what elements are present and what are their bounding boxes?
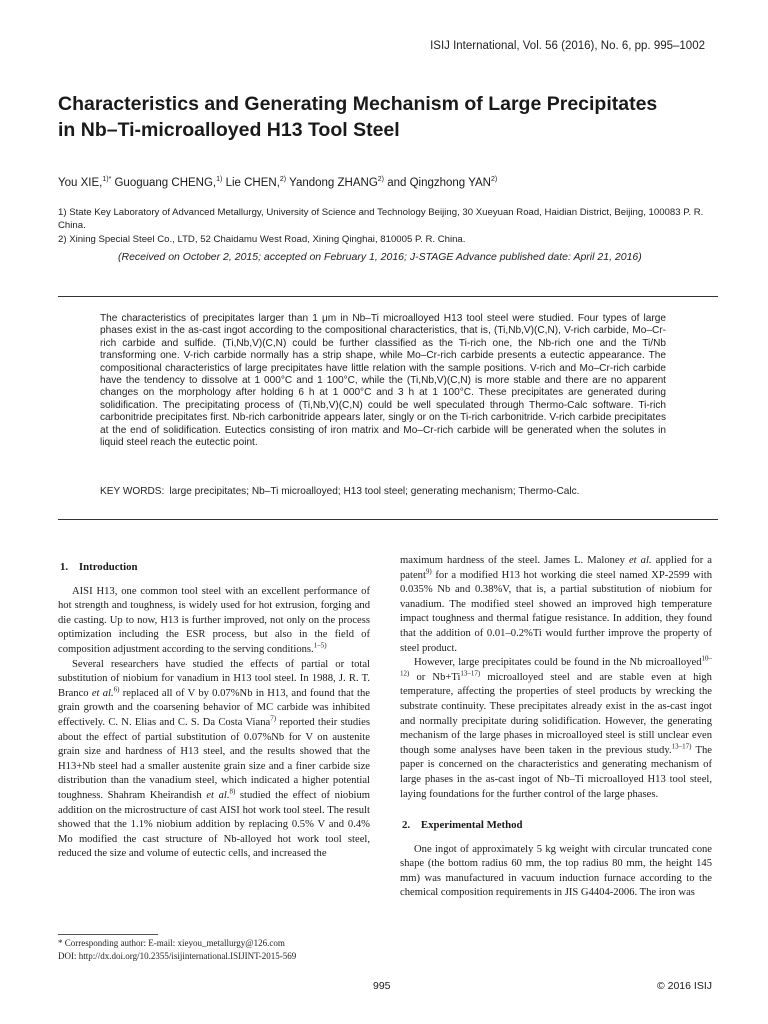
citation: 9) [425, 567, 432, 576]
author-list [58, 177, 497, 189]
section-heading-experimental-method: 2. Experimental Method [402, 819, 523, 832]
author-5-affiliation: 2) [490, 176, 498, 184]
paragraph [400, 843, 712, 901]
citation: 1–5) [313, 641, 327, 650]
author-4-affiliation: 2) [377, 176, 384, 184]
et-al: et al. [628, 555, 652, 566]
paragraph [400, 656, 712, 802]
footnotes [58, 937, 370, 963]
keywords: KEY WORDS: large precipitates; Nb–Ti microalloyed; H13 tool steel; generating mechanism; Thermo-Calc. [100, 486, 580, 497]
footnote-rule [58, 934, 158, 935]
paragraph-text: or Nb+Ti [409, 671, 461, 683]
abstract: The characteristics of precipitates larger than 1 μm in Nb–Ti microalloyed H13 tool steel were studied. Four types of large phases exist in the as-cast ingot according to the compositional characteristics, that is, (Ti,Nb,V)(C,N), V-rich carbide, Mo–Cr-rich carbide and sulfide. (Ti,Nb,V)(C,N) could be further classified as the Ti-rich one, the Nb-rich one and the Ti/Nb transforming one. V-rich carbide normally has a strip shape, while Mo–Cr-rich carbide presents a eutectic appearance. The compositional characteristics of large precipitates have little relation with the sample positions. V-rich and Mo–Cr-rich carbide have the tendency to dissolve at 1 000°C and 1 100°C, while the (Ti,Nb,V)(C,N) is more stable and there are no apparent changes on the morphology after holding 6 h at 1 000°C and 3 h at 1 100°C. These precipitates are generated during solidification. The precipitating process of (Ti,Nb,V)(C,N) could be well speculated through Thermo-Calc software. Ti-rich carbonitride precipitates first. Nb-rich carbonitride appears later, singly or on the Ti-rich carbonitride. V-rich carbide precipitates at the end of solidification. Eutectics consisting of iron matrix and Mo–Cr-rich carbide will be generated when the solutes in liquid steel reach the eutectic point. [100, 313, 666, 449]
paragraph-text: replaced all of V by 0.07%Nb in H13, and found that the grain growth and the coarsening behavior of MC carbide was inhibited effectively. C. N. Elias and C. S. Da Costa Viana [58, 687, 370, 728]
paragraph-text: reported their studies about the effect of partial substitution of 0.07%Nb for V on austenite grain size and hardness of H13 steel, and the results showed that the H13+Nb steel had a smaller austenite grain size and a finer carbide size distribution than the vanadium steel, which indicated a higher potential toughness. Shahram Kheirandish [58, 716, 370, 801]
copyright: © 2016 ISIJ [656, 980, 712, 992]
paragraph-text: Several researchers have studied the effects of partial or total substitution of niobium for vanadium in H13 tool steel. In 1988, J. R. T. Branco [58, 658, 370, 699]
author-2-affiliation: 1) [216, 176, 223, 184]
right-column [400, 554, 712, 901]
author-1: You XIE, [58, 177, 103, 189]
paragraph-text: However, large precipitates could be found in the Nb microalloyed [414, 657, 702, 669]
paragraph-text: One ingot of approximately 5 kg weight with circular truncated cone shape (the bottom radius 60 mm, the top radius 80 mm, the height 145 mm) was manufactured in vacuum induction furnace according to the chemical composition requirements in JIS G4404-2006. The iron was [400, 843, 712, 899]
received-dates: (Received on October 2, 2015; accepted on February 1, 2016; J-STAGE Advance published date: April 21, 2016) [118, 251, 642, 263]
paragraph-text: The paper is concerned on the characteristics and generating mechanism of large phases in the as-cast ingot of Nb–Ti microalloyed H13 tool steel, laying foundations for the further control of the large phases. [400, 744, 712, 800]
page-number: 995 [373, 980, 391, 992]
paragraph [400, 554, 712, 656]
author-1-affiliation: 1)* [102, 176, 112, 184]
author-4: Yandong ZHANG [286, 177, 378, 189]
citation: 6) [113, 685, 120, 694]
section-heading-introduction: 1. Introduction [60, 561, 138, 573]
abstract-bottom-rule [58, 519, 718, 520]
paragraph-text: maximum hardness of the steel. James L. Maloney [400, 555, 629, 566]
citation: 10–12) [400, 654, 712, 678]
doi-link[interactable]: DOI: http://dx.doi.org/10.2355/isijinternational.ISIJINT-2015-569 [58, 951, 297, 961]
paragraph-text: for a modified H13 hot working die steel named XP-2599 with 0.035% Nb and 0.38%V, that is, a partial substitution of niobium for vanadium. The modified steel showed an improved high temperature impact toughness and thermal fatigue resistance. In addition, they found that the addition of 0.01–0.2%Ti would further improve the property of steel product. [400, 569, 712, 654]
paragraph-text: microalloyed steel and are stable even at high temperature, affecting the properties of steel products by wrecking the substrate continuity. These precipitates already exist in the as-cast ingot and normally precipitate during solidification. However, the generating mechanism of the large phases in microalloyed steel is still unclear even though some analyses have been taken in the previous study. [400, 671, 712, 756]
corresponding-author: * Corresponding author: E-mail: xieyou_metallurgy@126.com [58, 938, 285, 948]
abstract-top-rule [58, 296, 718, 297]
author-3-affiliation: 2) [279, 176, 287, 184]
citation: 13–17) [671, 742, 692, 751]
paragraph-text: studied the effect of niobium addition on the microstructure of cast AISI hot work tool steel. The result showed that the 1.1% niobium addition by replacing 0.5% V and 0.4% Mo modified the cast structure of Nb-alloyed hot work tool steel, reduced the size and volume of eutectic cells, and increased the [58, 789, 370, 860]
left-column [58, 560, 370, 862]
affiliation-1: 1) State Key Laboratory of Advanced Metallurgy, University of Science and Technology Beijing, 30 Xueyuan Road, Haidian District, Beijing, 100083 P. R. China. [58, 207, 704, 231]
journal-citation: ISIJ International, Vol. 56 (2016), No. 6, pp. 995–1002 [430, 40, 705, 52]
paragraph [58, 658, 370, 862]
paper-title [58, 91, 718, 143]
title-line-1: Characteristics and Generating Mechanism of Large Precipitates [58, 93, 658, 115]
author-5: and Qingzhong YAN [384, 177, 491, 189]
et-al: et al. [91, 687, 114, 699]
title-line-2: in Nb–Ti-microalloyed H13 Tool Steel [58, 119, 400, 141]
et-al: et al. [206, 789, 230, 801]
author-3: Lie CHEN, [222, 177, 280, 189]
citation: 7) [270, 714, 277, 723]
paragraph [58, 585, 370, 658]
affiliation-2: 2) Xining Special Steel Co., LTD, 52 Chaidamu West Road, Xining Qinghai, 810005 P. R. China. [58, 234, 466, 245]
citation: 8) [229, 787, 236, 796]
paragraph-text: AISI H13, one common tool steel with an excellent performance of hot strength and toughness, is widely used for hot extrusion, forging and die casting. Up to now, H13 is further improved, not only on the process optimization including the ESR process, but also in the field of composition adjustment according to the serving conditions. [58, 585, 370, 655]
citation: 13–17) [460, 669, 481, 678]
author-2: Guoguang CHENG, [111, 177, 217, 189]
paragraph-text: applied for a patent [400, 555, 712, 581]
